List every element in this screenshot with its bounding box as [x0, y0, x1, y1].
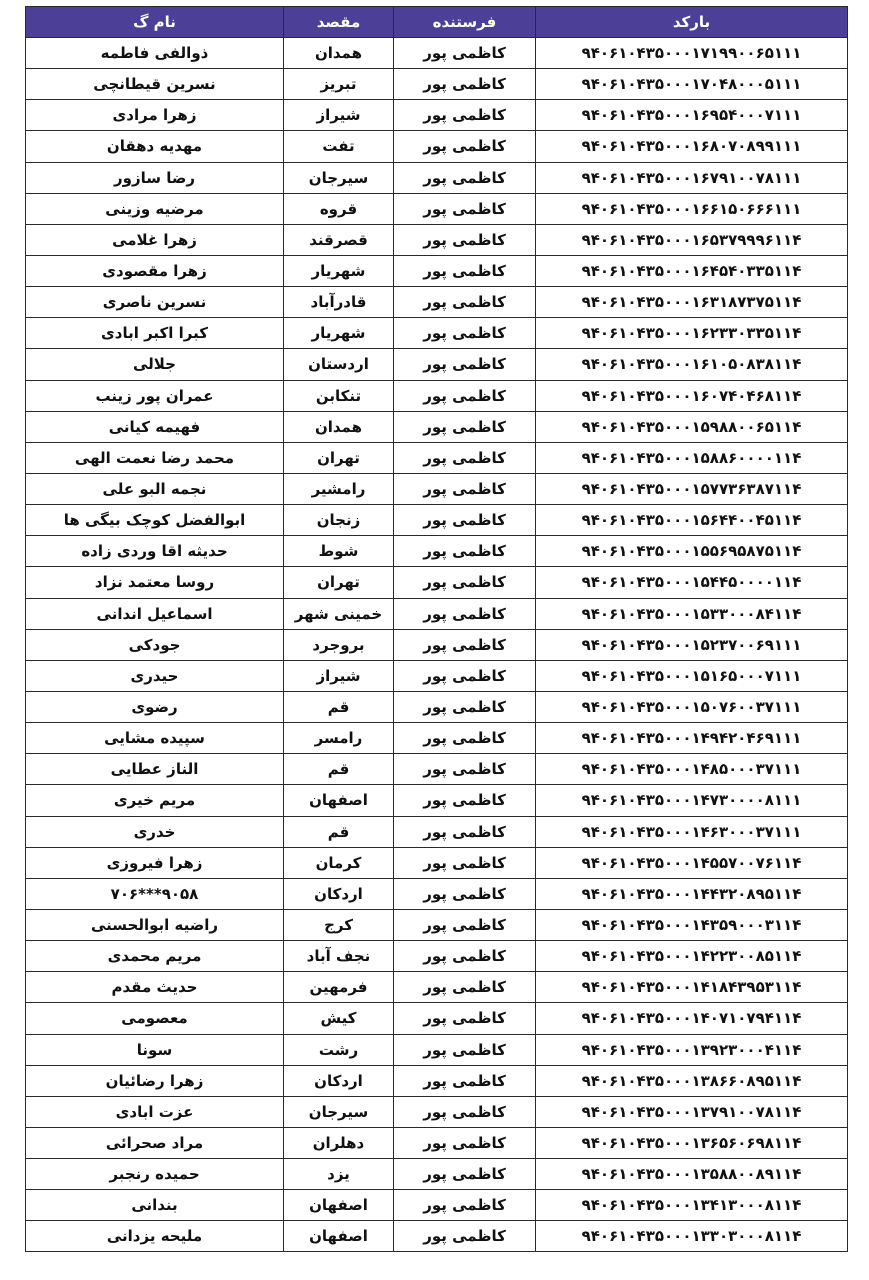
sender-cell: کاظمی پور: [394, 287, 536, 318]
recipient-cell: زهرا مقصودی: [26, 255, 284, 286]
table-row: [26, 1159, 848, 1190]
barcode-cell: ۹۴۰۶۱۰۴۳۵۰۰۰۱۵۲۳۷۰۰۶۹۱۱۱: [536, 629, 848, 660]
destination-cell: فرمهین: [284, 972, 394, 1003]
barcode-cell: ۹۴۰۶۱۰۴۳۵۰۰۰۱۶۷۹۱۰۰۷۸۱۱۱: [536, 162, 848, 193]
sender-cell: کاظمی پور: [394, 1159, 536, 1190]
recipient-cell: نجمه البو علی: [26, 473, 284, 504]
sender-cell: کاظمی پور: [394, 193, 536, 224]
table-row: [26, 691, 848, 722]
table-row: [26, 442, 848, 473]
table-row: [26, 972, 848, 1003]
recipient-cell: نسرین قیطانچی: [26, 69, 284, 100]
destination-cell: کرمان: [284, 847, 394, 878]
recipient-cell: سپیده مشایی: [26, 723, 284, 754]
recipient-cell: روسا معتمد نزاد: [26, 567, 284, 598]
table-row: [26, 909, 848, 940]
sender-cell: کاظمی پور: [394, 878, 536, 909]
recipient-cell: کبرا اکبر ابادی: [26, 318, 284, 349]
barcode-cell: ۹۴۰۶۱۰۴۳۵۰۰۰۱۵۶۴۴۰۰۴۵۱۱۴: [536, 505, 848, 536]
table-row: [26, 785, 848, 816]
destination-cell: اردکان: [284, 1065, 394, 1096]
barcode-cell: ۹۴۰۶۱۰۴۳۵۰۰۰۱۵۹۸۸۰۰۶۵۱۱۴: [536, 411, 848, 442]
table-row: [26, 131, 848, 162]
table-row: [26, 411, 848, 442]
shipment-table: [25, 6, 848, 1252]
table-row: [26, 473, 848, 504]
sender-cell: کاظمی پور: [394, 941, 536, 972]
destination-cell: نجف آباد: [284, 941, 394, 972]
destination-cell: قادرآباد: [284, 287, 394, 318]
recipient-cell: مریم خیری: [26, 785, 284, 816]
table-row: [26, 536, 848, 567]
destination-cell: خمینی شهر: [284, 598, 394, 629]
sender-cell: کاظمی پور: [394, 380, 536, 411]
recipient-cell: الناز عطایی: [26, 754, 284, 785]
recipient-cell: معصومی: [26, 1003, 284, 1034]
recipient-cell: مریم محمدی: [26, 941, 284, 972]
destination-cell: تفت: [284, 131, 394, 162]
sender-cell: کاظمی پور: [394, 411, 536, 442]
sender-cell: کاظمی پور: [394, 162, 536, 193]
barcode-cell: ۹۴۰۶۱۰۴۳۵۰۰۰۱۴۲۲۳۰۰۸۵۱۱۴: [536, 941, 848, 972]
sender-cell: کاظمی پور: [394, 69, 536, 100]
destination-cell: رامشیر: [284, 473, 394, 504]
destination-cell: یزد: [284, 1159, 394, 1190]
destination-cell: همدان: [284, 38, 394, 69]
barcode-cell: ۹۴۰۶۱۰۴۳۵۰۰۰۱۴۳۵۹۰۰۰۳۱۱۴: [536, 909, 848, 940]
sender-cell: کاظمی پور: [394, 723, 536, 754]
destination-cell: قم: [284, 691, 394, 722]
recipient-cell: حمیده رنجبر: [26, 1159, 284, 1190]
barcode-cell: ۹۴۰۶۱۰۴۳۵۰۰۰۱۵۵۶۹۵۸۷۵۱۱۴: [536, 536, 848, 567]
recipient-cell: ملیحه یزدانی: [26, 1221, 284, 1252]
destination-cell: اردستان: [284, 349, 394, 380]
recipient-cell: نسرین ناصری: [26, 287, 284, 318]
sender-cell: کاظمی پور: [394, 255, 536, 286]
table-row: [26, 193, 848, 224]
barcode-cell: ۹۴۰۶۱۰۴۳۵۰۰۰۱۶۴۵۴۰۳۳۵۱۱۴: [536, 255, 848, 286]
sender-cell: کاظمی پور: [394, 318, 536, 349]
sender-cell: کاظمی پور: [394, 536, 536, 567]
sender-cell: کاظمی پور: [394, 100, 536, 131]
sender-cell: کاظمی پور: [394, 660, 536, 691]
sender-cell: کاظمی پور: [394, 629, 536, 660]
sender-cell: کاظمی پور: [394, 131, 536, 162]
barcode-cell: ۹۴۰۶۱۰۴۳۵۰۰۰۱۶۹۵۴۰۰۰۷۱۱۱: [536, 100, 848, 131]
header-destination: مقصد: [284, 7, 394, 38]
barcode-cell: ۹۴۰۶۱۰۴۳۵۰۰۰۱۴۵۵۷۰۰۷۶۱۱۴: [536, 847, 848, 878]
recipient-cell: مراد صحرائی: [26, 1127, 284, 1158]
recipient-cell: مهدیه دهقان: [26, 131, 284, 162]
barcode-cell: ۹۴۰۶۱۰۴۳۵۰۰۰۱۳۴۱۳۰۰۰۸۱۱۴: [536, 1190, 848, 1221]
barcode-cell: ۹۴۰۶۱۰۴۳۵۰۰۰۱۶۱۰۵۰۸۳۸۱۱۴: [536, 349, 848, 380]
table-row: [26, 380, 848, 411]
destination-cell: تهران: [284, 442, 394, 473]
table-row: [26, 69, 848, 100]
destination-cell: شیراز: [284, 100, 394, 131]
barcode-cell: ۹۴۰۶۱۰۴۳۵۰۰۰۱۵۴۴۵۰۰۰۰۱۱۴: [536, 567, 848, 598]
barcode-cell: ۹۴۰۶۱۰۴۳۵۰۰۰۱۴۰۷۱۰۷۹۴۱۱۴: [536, 1003, 848, 1034]
barcode-cell: ۹۴۰۶۱۰۴۳۵۰۰۰۱۷۱۹۹۰۰۶۵۱۱۱: [536, 38, 848, 69]
table-row: [26, 941, 848, 972]
barcode-cell: ۹۴۰۶۱۰۴۳۵۰۰۰۱۶۲۳۳۰۳۳۵۱۱۴: [536, 318, 848, 349]
recipient-cell: رضا سازور: [26, 162, 284, 193]
destination-cell: قروه: [284, 193, 394, 224]
barcode-cell: ۹۴۰۶۱۰۴۳۵۰۰۰۱۴۷۳۰۰۰۰۸۱۱۱: [536, 785, 848, 816]
sender-cell: کاظمی پور: [394, 909, 536, 940]
recipient-cell: زهرا رضائیان: [26, 1065, 284, 1096]
recipient-cell: خدری: [26, 816, 284, 847]
destination-cell: تبریز: [284, 69, 394, 100]
barcode-cell: ۹۴۰۶۱۰۴۳۵۰۰۰۱۵۱۶۵۰۰۰۷۱۱۱: [536, 660, 848, 691]
table-row: [26, 723, 848, 754]
barcode-cell: ۹۴۰۶۱۰۴۳۵۰۰۰۱۶۶۱۵۰۶۶۶۱۱۱: [536, 193, 848, 224]
barcode-cell: ۹۴۰۶۱۰۴۳۵۰۰۰۱۵۰۷۶۰۰۳۷۱۱۱: [536, 691, 848, 722]
table-row: [26, 878, 848, 909]
sender-cell: کاظمی پور: [394, 567, 536, 598]
table-row: [26, 660, 848, 691]
destination-cell: شوط: [284, 536, 394, 567]
destination-cell: شهریار: [284, 255, 394, 286]
recipient-cell: حیدری: [26, 660, 284, 691]
sender-cell: کاظمی پور: [394, 224, 536, 255]
destination-cell: زنجان: [284, 505, 394, 536]
recipient-cell: زهرا مرادی: [26, 100, 284, 131]
sender-cell: کاظمی پور: [394, 785, 536, 816]
recipient-cell: حدیث مقدم: [26, 972, 284, 1003]
recipient-cell: مرضیه وزینی: [26, 193, 284, 224]
barcode-cell: ۹۴۰۶۱۰۴۳۵۰۰۰۱۶۸۰۷۰۸۹۹۱۱۱: [536, 131, 848, 162]
sender-cell: کاظمی پور: [394, 1003, 536, 1034]
barcode-cell: ۹۴۰۶۱۰۴۳۵۰۰۰۱۳۹۲۳۰۰۰۴۱۱۴: [536, 1034, 848, 1065]
sender-cell: کاظمی پور: [394, 1065, 536, 1096]
destination-cell: اصفهان: [284, 1221, 394, 1252]
barcode-cell: ۹۴۰۶۱۰۴۳۵۰۰۰۱۴۹۴۲۰۴۶۹۱۱۱: [536, 723, 848, 754]
barcode-cell: ۹۴۰۶۱۰۴۳۵۰۰۰۱۵۸۸۶۰۰۰۰۱۱۴: [536, 442, 848, 473]
destination-cell: دهلران: [284, 1127, 394, 1158]
destination-cell: اصفهان: [284, 785, 394, 816]
table-row: [26, 100, 848, 131]
table-row: [26, 38, 848, 69]
barcode-cell: ۹۴۰۶۱۰۴۳۵۰۰۰۱۳۶۵۶۰۶۹۸۱۱۴: [536, 1127, 848, 1158]
destination-cell: قم: [284, 816, 394, 847]
destination-cell: قم: [284, 754, 394, 785]
table-row: [26, 629, 848, 660]
recipient-cell: جودکی: [26, 629, 284, 660]
barcode-cell: ۹۴۰۶۱۰۴۳۵۰۰۰۱۵۳۳۰۰۰۸۴۱۱۴: [536, 598, 848, 629]
destination-cell: شهریار: [284, 318, 394, 349]
recipient-cell: ابوالفضل کوچک بیگی ها: [26, 505, 284, 536]
sender-cell: کاظمی پور: [394, 598, 536, 629]
destination-cell: رامسر: [284, 723, 394, 754]
barcode-cell: ۹۴۰۶۱۰۴۳۵۰۰۰۱۶۰۷۴۰۴۶۸۱۱۴: [536, 380, 848, 411]
sender-cell: کاظمی پور: [394, 816, 536, 847]
table-row: [26, 162, 848, 193]
table-row: [26, 1065, 848, 1096]
barcode-cell: ۹۴۰۶۱۰۴۳۵۰۰۰۱۴۴۳۲۰۸۹۵۱۱۴: [536, 878, 848, 909]
sender-cell: کاظمی پور: [394, 505, 536, 536]
table-row: [26, 1096, 848, 1127]
table-row: [26, 1221, 848, 1252]
table-row: [26, 318, 848, 349]
header-row: [26, 7, 848, 38]
sender-cell: کاظمی پور: [394, 847, 536, 878]
barcode-cell: ۹۴۰۶۱۰۴۳۵۰۰۰۱۳۳۰۳۰۰۰۸۱۱۴: [536, 1221, 848, 1252]
table-row: [26, 598, 848, 629]
table-header: [26, 7, 848, 38]
sender-cell: کاظمی پور: [394, 1190, 536, 1221]
destination-cell: رشت: [284, 1034, 394, 1065]
sender-cell: کاظمی پور: [394, 1096, 536, 1127]
header-barcode: بارکد: [536, 7, 848, 38]
destination-cell: تنکابن: [284, 380, 394, 411]
table-row: [26, 754, 848, 785]
recipient-cell: زهرا فیروزی: [26, 847, 284, 878]
barcode-cell: ۹۴۰۶۱۰۴۳۵۰۰۰۱۳۸۶۶۰۸۹۵۱۱۴: [536, 1065, 848, 1096]
recipient-cell: اسماعیل اندانی: [26, 598, 284, 629]
barcode-cell: ۹۴۰۶۱۰۴۳۵۰۰۰۱۳۵۸۸۰۰۸۹۱۱۴: [536, 1159, 848, 1190]
barcode-cell: ۹۴۰۶۱۰۴۳۵۰۰۰۱۴۱۸۴۳۹۵۳۱۱۴: [536, 972, 848, 1003]
sender-cell: کاظمی پور: [394, 349, 536, 380]
table-row: [26, 224, 848, 255]
destination-cell: تهران: [284, 567, 394, 598]
recipient-cell: فهیمه کیانی: [26, 411, 284, 442]
recipient-cell: محمد رضا نعمت الهی: [26, 442, 284, 473]
table-row: [26, 505, 848, 536]
table-row: [26, 816, 848, 847]
table-row: [26, 255, 848, 286]
sender-cell: کاظمی پور: [394, 1127, 536, 1158]
shipment-sheet: [25, 6, 847, 1252]
destination-cell: سیرجان: [284, 162, 394, 193]
table-row: [26, 349, 848, 380]
recipient-cell: ۹۰۵۸***۷۰۶: [26, 878, 284, 909]
recipient-cell: بندانی: [26, 1190, 284, 1221]
destination-cell: سیرجان: [284, 1096, 394, 1127]
sender-cell: کاظمی پور: [394, 691, 536, 722]
destination-cell: اردکان: [284, 878, 394, 909]
sender-cell: کاظمی پور: [394, 1034, 536, 1065]
destination-cell: کیش: [284, 1003, 394, 1034]
header-sender: فرستنده: [394, 7, 536, 38]
barcode-cell: ۹۴۰۶۱۰۴۳۵۰۰۰۱۷۰۴۸۰۰۰۵۱۱۱: [536, 69, 848, 100]
destination-cell: شیراز: [284, 660, 394, 691]
recipient-cell: جلالی: [26, 349, 284, 380]
sender-cell: کاظمی پور: [394, 1221, 536, 1252]
table-row: [26, 1003, 848, 1034]
recipient-cell: عمران پور زینب: [26, 380, 284, 411]
destination-cell: قصرقند: [284, 224, 394, 255]
recipient-cell: رضوی: [26, 691, 284, 722]
recipient-cell: راضیه ابوالحسنی: [26, 909, 284, 940]
barcode-cell: ۹۴۰۶۱۰۴۳۵۰۰۰۱۴۸۵۰۰۰۳۷۱۱۱: [536, 754, 848, 785]
destination-cell: کرج: [284, 909, 394, 940]
recipient-cell: ذوالفی فاطمه: [26, 38, 284, 69]
destination-cell: بروجرد: [284, 629, 394, 660]
barcode-cell: ۹۴۰۶۱۰۴۳۵۰۰۰۱۶۵۳۷۹۹۹۶۱۱۴: [536, 224, 848, 255]
destination-cell: اصفهان: [284, 1190, 394, 1221]
recipient-cell: حدیثه اقا وردی زاده: [26, 536, 284, 567]
sender-cell: کاظمی پور: [394, 38, 536, 69]
barcode-cell: ۹۴۰۶۱۰۴۳۵۰۰۰۱۶۳۱۸۷۳۷۵۱۱۴: [536, 287, 848, 318]
table-row: [26, 287, 848, 318]
recipient-cell: زهرا غلامی: [26, 224, 284, 255]
sender-cell: کاظمی پور: [394, 972, 536, 1003]
sender-cell: کاظمی پور: [394, 473, 536, 504]
destination-cell: همدان: [284, 411, 394, 442]
sender-cell: کاظمی پور: [394, 442, 536, 473]
barcode-cell: ۹۴۰۶۱۰۴۳۵۰۰۰۱۴۶۳۰۰۰۳۷۱۱۱: [536, 816, 848, 847]
barcode-cell: ۹۴۰۶۱۰۴۳۵۰۰۰۱۵۷۷۳۶۳۸۷۱۱۴: [536, 473, 848, 504]
table-row: [26, 1127, 848, 1158]
barcode-cell: ۹۴۰۶۱۰۴۳۵۰۰۰۱۳۷۹۱۰۰۷۸۱۱۴: [536, 1096, 848, 1127]
recipient-cell: عزت ابادی: [26, 1096, 284, 1127]
table-row: [26, 567, 848, 598]
table-row: [26, 847, 848, 878]
table-row: [26, 1034, 848, 1065]
table-body: [26, 38, 848, 1252]
header-recipient: نام گ: [26, 7, 284, 38]
table-row: [26, 1190, 848, 1221]
sender-cell: کاظمی پور: [394, 754, 536, 785]
recipient-cell: سونا: [26, 1034, 284, 1065]
